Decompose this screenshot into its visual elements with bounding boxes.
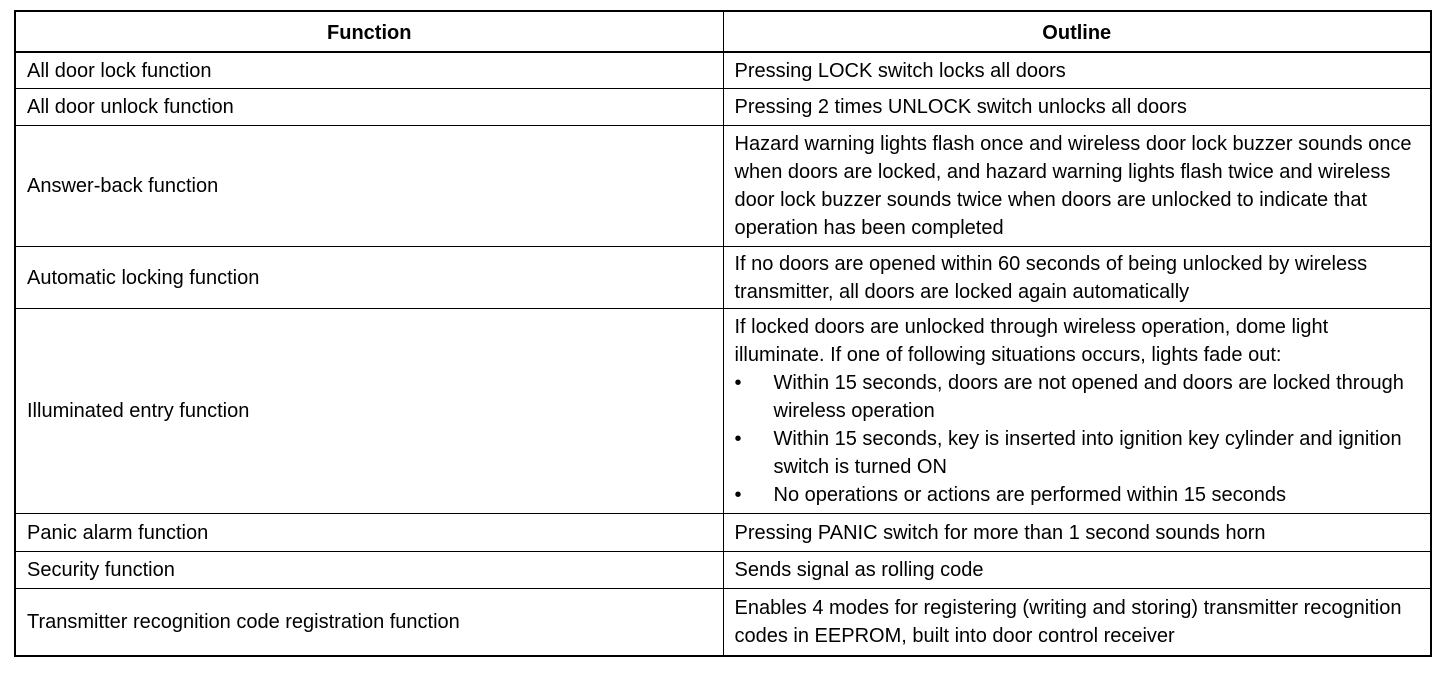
table-row (15, 514, 1431, 552)
list-item (735, 425, 1421, 481)
table-row (15, 126, 1431, 247)
header-function: Function (15, 11, 723, 52)
function-cell: Illuminated entry function (15, 309, 723, 514)
outline-cell: Pressing LOCK switch locks all doors (723, 52, 1431, 89)
function-cell: Answer-back function (15, 126, 723, 247)
list-item-text: Within 15 seconds, doors are not opened and doors are locked through wireless operation (773, 372, 1404, 422)
table-row (15, 309, 1431, 514)
outline-cell: If no doors are opened within 60 seconds of being unlocked by wireless transmitter, all doors are locked again automatically (723, 247, 1431, 309)
table-row (15, 89, 1431, 126)
list-item (735, 481, 1421, 509)
table-row (15, 52, 1431, 89)
function-cell: Transmitter recognition code registration function (15, 589, 723, 657)
function-cell: Automatic locking function (15, 247, 723, 309)
list-item-text: Within 15 seconds, key is inserted into ignition key cylinder and ignition switch is turned ON (773, 428, 1402, 478)
bullet-icon: • (734, 484, 742, 506)
table-row (15, 247, 1431, 309)
outline-cell: Enables 4 modes for registering (writing and storing) transmitter recognition codes in EEPROM, built into door control receiver (723, 589, 1431, 657)
bullet-icon: • (734, 428, 742, 450)
outline-cell: Hazard warning lights flash once and wireless door lock buzzer sounds once when doors are locked, and hazard warning lights flash twice and wireless door lock buzzer sounds twice when doors are unlocked to indicate that operation has been completed (723, 126, 1431, 247)
list-item (735, 369, 1421, 425)
function-cell: Security function (15, 552, 723, 589)
outline-cell: Pressing PANIC switch for more than 1 second sounds horn (723, 514, 1431, 552)
situation-list (735, 369, 1421, 509)
table-row (15, 589, 1431, 657)
outline-cell (723, 309, 1431, 514)
outline-cell: Sends signal as rolling code (723, 552, 1431, 589)
header-outline: Outline (723, 11, 1431, 52)
table-row (15, 552, 1431, 589)
function-cell: Panic alarm function (15, 514, 723, 552)
function-cell: All door unlock function (15, 89, 723, 126)
outline-cell: Pressing 2 times UNLOCK switch unlocks all doors (723, 89, 1431, 126)
list-item-text: No operations or actions are performed within 15 seconds (773, 484, 1286, 506)
function-outline-table (14, 10, 1432, 657)
outline-intro: If locked doors are unlocked through wireless operation, dome light illuminate. If one of following situations occurs, lights fade out: (734, 316, 1329, 366)
function-cell: All door lock function (15, 52, 723, 89)
bullet-icon: • (734, 372, 742, 394)
header-row (15, 11, 1431, 52)
